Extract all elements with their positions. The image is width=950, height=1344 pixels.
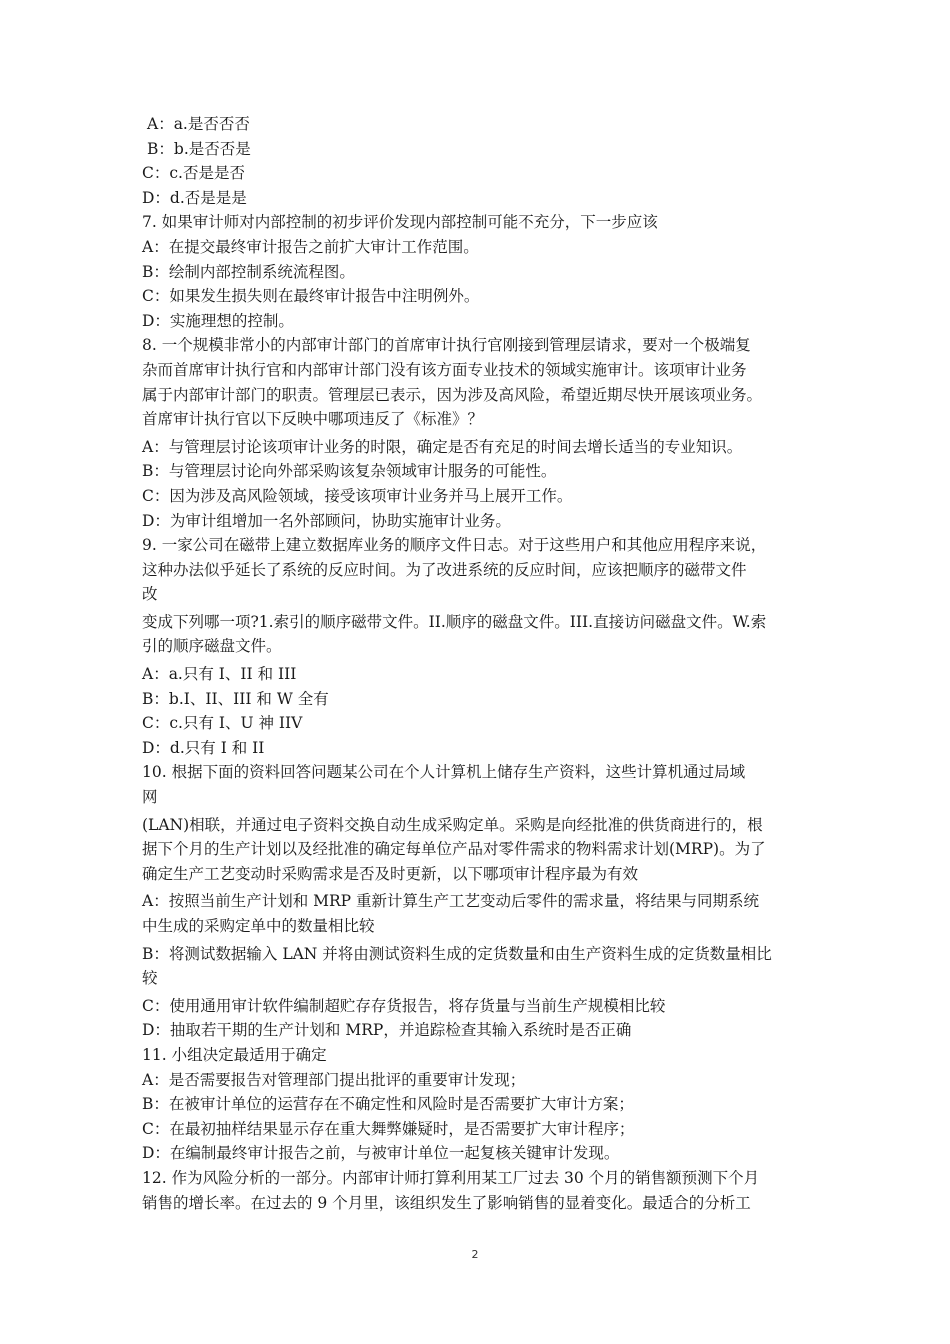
option-line: D：在编制最终审计报告之前，与被审计单位一起复核关键审计发现。 [142,1144,620,1163]
option-line: D：实施理想的控制。 [142,311,294,330]
option-line: B：与管理层讨论向外部采购该复杂领域审计服务的可能性。 [142,462,557,481]
question-9-text: 引的顺序磁盘文件。 [142,637,282,656]
question-10-text: (LAN)相联，并通过电子资料交换自动生成采购定单。采购是向经批准的供货商进行的，根 [142,815,763,834]
question-10-text: 据下个月的生产计划以及经批准的确定每单位产品对零件需求的物料需求计划(MRP)。为了 [142,840,766,859]
page-number: 2 [471,1248,479,1261]
question-9: 9. 一家公司在磁带上建立数据库业务的顺序文件日志。对于这些用户和其他应用程序来说， [142,536,767,555]
option-line: 较 [142,969,158,988]
option-line: C：如果发生损失则在最终审计报告中注明例外。 [142,287,480,306]
question-9-text: 改 [142,585,158,604]
option-line: C：因为涉及高风险领域，接受该项审计业务并马上展开工作。 [142,486,573,505]
option-line: A：与管理层讨论该项审计业务的时限，确定是否有充足的时间去增长适当的专业知识。 [142,437,743,456]
option-line: D：d.只有 I 和 II [142,738,265,757]
option-line: B：将测试数据输入 LAN 并将由测试资料生成的定货数量和由生产资料生成的定货数量相比 [142,944,772,963]
option-line: D：d.否是是是 [142,188,247,207]
question-12-text: 销售的增长率。在过去的 9 个月里，该组织发生了影响销售的显着变化。最适合的分析工 [142,1193,751,1212]
question-12: 12. 作为风险分析的一部分。内部审计师打算利用某工厂过去 30 个月的销售额预测下个月 [142,1168,760,1187]
option-line: D：为审计组增加一名外部顾问，协助实施审计业务。 [142,511,511,530]
option-line: 中生成的采购定单中的数量相比较 [142,917,375,935]
option-line: A：a.是否否否 [147,115,250,133]
question-8-text: 属于内部审计部门的职责。管理层已表示，因为涉及高风险，希望近期尽快开展该项业务。 [142,385,763,404]
option-line: B：b.I、II、III 和 W 全有 [142,689,329,708]
option-line: A：是否需要报告对管理部门提出批评的重要审计发现； [142,1070,526,1089]
question-9-text: 变成下列哪一项?1.索引的顺序磁带文件。II.顺序的磁盘文件。III.直接访问磁盘文件。W.索 [142,612,767,631]
option-line: A：a.只有 I、II 和 III [142,665,297,684]
question-10: 10. 根据下面的资料回答问题某公司在个人计算机上储存生产资料，这些计算机通过局域 [142,763,746,782]
option-line: C：c.否是是否 [142,164,245,183]
option-line: C：使用通用审计软件编制超贮存存货报告，将存货量与当前生产规模相比较 [142,996,666,1015]
page-body [142,112,822,1215]
option-line: C：c.只有 I、U 神 IIV [142,714,303,733]
option-line: B：在被审计单位的运营存在不确定性和风险时是否需要扩大审计方案； [142,1095,634,1114]
option-line: C：在最初抽样结果显示存在重大舞弊嫌疑时，是否需要扩大审计程序； [142,1119,635,1138]
option-line: A：按照当前生产计划和 MRP 重新计算生产工艺变动后零件的需求量，将结果与同期系统 [142,892,760,911]
option-line: B：绘制内部控制系统流程图。 [142,262,355,281]
option-line: D：抽取若干期的生产计划和 MRP，并追踪检查其输入系统时是否正确 [142,1021,632,1040]
question-11: 11. 小组决定最适用于确定 [142,1045,327,1064]
question-8: 8. 一个规模非常小的内部审计部门的首席审计执行官刚接到管理层请求，要对一个极端复 [142,336,751,355]
question-8-text: 首席审计执行官以下反映中哪项违反了《标准》？ [142,410,484,429]
option-line: A：在提交最终审计报告之前扩大审计工作范围。 [142,237,479,256]
question-10-text: 网 [142,788,158,807]
question-8-text: 杂而首席审计执行官和内部审计部门没有该方面专业技术的领域实施审计。该项审计业务 [142,360,747,379]
question-10-text: 确定生产工艺变动时采购需求是否及时更新，以下哪项审计程序最为有效 [142,864,639,883]
question-9-text: 这种办法似乎延长了系统的反应时间。为了改进系统的反应时间，应该把顺序的磁带文件 [142,560,747,579]
option-line: B：b.是否否是 [147,139,251,158]
question-7: 7. 如果审计师对内部控制的初步评价发现内部控制可能不充分，下一步应该 [142,213,658,232]
